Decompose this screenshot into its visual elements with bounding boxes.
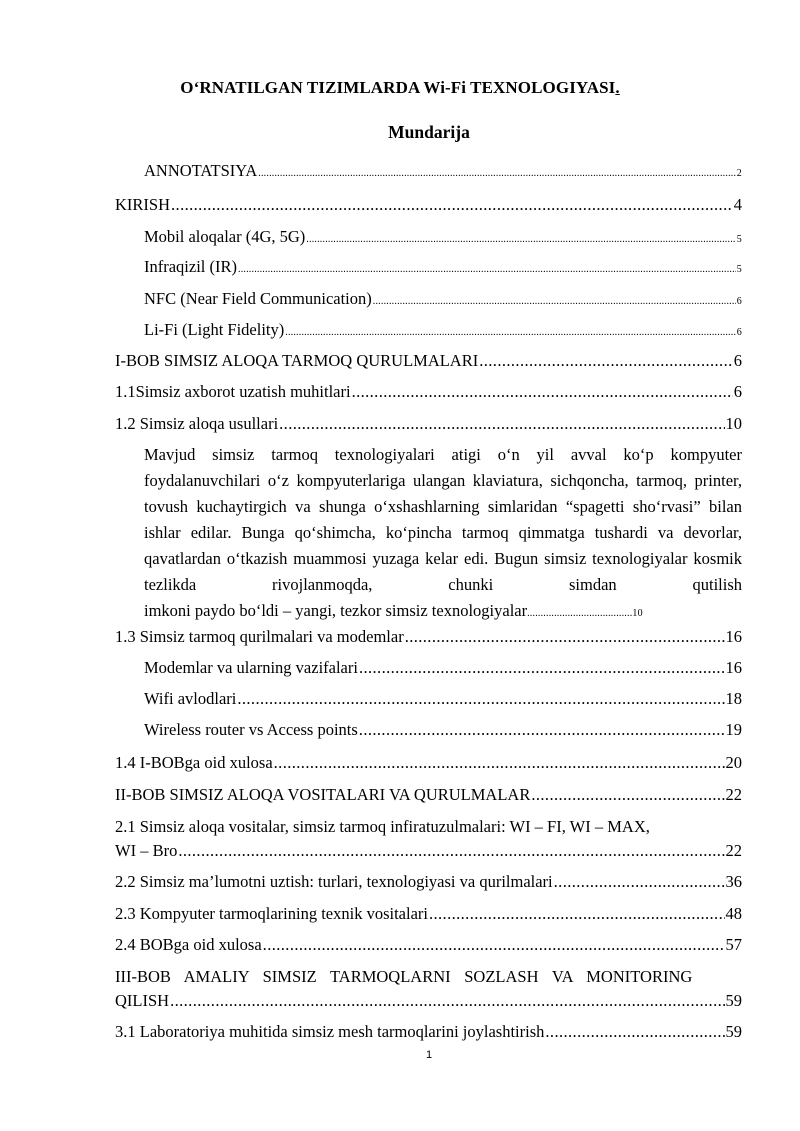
toc-entry-page: 6 — [736, 327, 742, 338]
toc-entry-label: 1.4 I-BOBga oid xulosa — [115, 753, 273, 772]
toc-entry-page: 10 — [632, 608, 643, 619]
toc-entry-i-bob[interactable] — [115, 350, 742, 372]
toc-entry-label: 1.1Simsiz axborot uzatish muhitlari — [115, 382, 351, 401]
toc-entry-label: 1.3 Simsiz tarmoq qurilmalari va modemlar — [115, 627, 404, 646]
toc-entry-page: 6 — [736, 296, 742, 307]
toc-entry-page: 10 — [725, 414, 742, 433]
toc-entry-page: 6 — [733, 351, 742, 370]
toc-entry-line2 — [115, 839, 742, 863]
toc-entry-kirish[interactable] — [115, 194, 742, 216]
paragraph-last-line-text: imkoni paydo bo‘ldi – yangi, tezkor simsiz texnologiyalar — [144, 601, 528, 620]
dot-leader — [274, 752, 725, 774]
toc-entry-label: Mobil aloqalar (4G, 5G) — [144, 227, 306, 246]
dot-leader — [178, 839, 724, 863]
toc-entry-page: 48 — [725, 904, 742, 923]
toc-entry-label: KIRISH — [115, 195, 171, 214]
dot-leader — [405, 626, 725, 648]
toc-entry-modemlar[interactable] — [144, 657, 742, 679]
document-title — [0, 78, 800, 98]
toc-entry-line1: 2.1 Simsiz aloqa vositalar, simsiz tarmoq infiratuzulmalari: WI – FI, WI – MAX, — [115, 817, 650, 836]
dot-leader — [170, 989, 724, 1013]
toc-entry-page: 18 — [725, 689, 742, 708]
toc-entry-label: Infraqizil (IR) — [144, 257, 237, 276]
dot-leader — [279, 413, 724, 435]
toc-entry-label: Modemlar va ularning vazifalari — [144, 658, 358, 677]
dot-leader — [238, 259, 736, 281]
toc-entry-2-2[interactable] — [115, 871, 742, 893]
toc-heading: Mundarija — [388, 122, 470, 142]
toc-entry-label: Wireless router vs Access points — [144, 720, 358, 739]
toc-entry-wifi-avlodlari[interactable] — [144, 688, 742, 710]
toc-entry-1-2[interactable] — [115, 413, 742, 435]
dot-leader — [359, 657, 725, 679]
toc-entry-label: 1.2 Simsiz aloqa usullari — [115, 414, 279, 433]
dot-leader — [554, 871, 725, 893]
toc-entry-label: 2.2 Simsiz ma’lumotni uztish: turlari, texnologiyasi va qurilmalari — [115, 872, 553, 891]
toc-entry-paragraph[interactable] — [144, 442, 742, 627]
toc-entry-page: 20 — [725, 753, 742, 772]
toc-entry-line1: III-BOB AMALIY SIMSIZ TARMOQLARNI SOZLASH VA MONITORING — [115, 967, 693, 986]
paragraph-text: Mavjud simsiz tarmoq texnologiyalari atigi o‘n yil avval ko‘p kompyuter foydalanuvchilari o‘z kompyuterlariga ulangan klaviatura, sichqoncha, tarmoq, printer, tovush kuchaytirgich va shunga o‘xshashlarning simlaridan “spagetti sho‘rvasi” bilan ishlar edilar. Bunga qo‘shimcha, ko‘pincha tarmoq qimmatga tushardi va devorlar, qavatlardan o‘tkazish muammosi yuzaga kelar edi. Bugun simsiz texnologiyalar kosmik tezlikda rivojlanmoqda, chunki simdan qutilish — [144, 445, 742, 594]
toc-entry-label: I-BOB SIMSIZ ALOQA TARMOQ QURULMALARI — [115, 351, 479, 370]
dot-leader — [429, 903, 725, 925]
dot-leader — [545, 1021, 724, 1043]
dot-leader — [237, 688, 724, 710]
toc-entry-label: II-BOB SIMSIZ ALOQA VOSITALARI VA QURULMALAR — [115, 785, 531, 804]
toc-entry-mobil-aloqalar[interactable] — [144, 226, 742, 251]
toc-entry-page: 16 — [725, 658, 742, 677]
toc-entry-label: 2.3 Kompyuter tarmoqlarining texnik vositalari — [115, 904, 428, 923]
dot-leader — [171, 194, 733, 216]
toc-entry-2-3[interactable] — [115, 903, 742, 925]
dot-leader — [531, 784, 724, 806]
toc-entry-line2 — [115, 989, 742, 1013]
toc-entry-page: 57 — [725, 935, 742, 954]
toc-entry-nfc[interactable] — [144, 288, 742, 313]
toc-entry-1-4[interactable] — [115, 752, 742, 774]
dot-leader — [306, 229, 736, 251]
toc-entry-page: 36 — [725, 872, 742, 891]
toc-entry-page: 59 — [725, 1022, 742, 1041]
dot-leader: ....................................... — [527, 608, 633, 619]
toc-entry-page: 4 — [733, 195, 742, 214]
toc-entry-page: 2 — [736, 168, 742, 179]
toc-entry-label: WI – Bro — [115, 841, 178, 860]
toc-entry-label: Wifi avlodlari — [144, 689, 237, 708]
toc-entry-page: 59 — [725, 991, 742, 1010]
toc-entry-3-1[interactable] — [115, 1021, 742, 1043]
title-suffix: . — [615, 78, 620, 97]
toc-entry-2-1[interactable] — [115, 815, 742, 863]
toc-entry-2-4[interactable] — [115, 934, 742, 956]
dot-leader — [263, 934, 725, 956]
paragraph-last-line — [144, 601, 643, 620]
dot-leader — [359, 719, 725, 741]
toc-entry-label: ANNOTATSIYA — [144, 161, 258, 180]
toc-entry-iii-bob[interactable] — [115, 965, 742, 1013]
toc-entry-label: Li-Fi (Light Fidelity) — [144, 320, 285, 339]
toc-entry-page: 5 — [736, 234, 742, 245]
title-text: O‘RNATILGAN TIZIMLARDA Wi-Fi TEXNOLOGIYASI — [180, 78, 616, 97]
toc-entry-label: NFC (Near Field Communication) — [144, 289, 372, 308]
dot-leader — [352, 381, 733, 403]
toc-entry-page: 5 — [736, 264, 742, 275]
dot-leader — [373, 291, 736, 313]
toc-entry-1-3[interactable] — [115, 626, 742, 648]
toc-entry-page: 16 — [725, 627, 742, 646]
dot-leader — [479, 350, 733, 372]
toc-entry-page: 22 — [725, 785, 742, 804]
dot-leader — [258, 163, 736, 185]
toc-entry-label: 3.1 Laboratoriya muhitida simsiz mesh tarmoqlarini joylashtirish — [115, 1022, 545, 1041]
toc-entry-page: 6 — [733, 382, 742, 401]
page-number: 1 — [425, 1049, 433, 1061]
toc-entry-wireless-router[interactable] — [144, 719, 742, 741]
dot-leader — [285, 322, 736, 344]
toc-entry-annotatsiya[interactable] — [144, 160, 742, 185]
toc-entry-page: 19 — [725, 720, 742, 739]
toc-entry-label: QILISH — [115, 991, 170, 1010]
toc-entry-label: 2.4 BOBga oid xulosa — [115, 935, 262, 954]
toc-entry-page: 22 — [725, 841, 742, 860]
toc-entry-ii-bob[interactable] — [115, 784, 742, 806]
toc-entry-1-1[interactable] — [115, 381, 742, 403]
toc-entry-infraqizil[interactable] — [144, 256, 742, 281]
toc-entry-lifi[interactable] — [144, 319, 742, 344]
